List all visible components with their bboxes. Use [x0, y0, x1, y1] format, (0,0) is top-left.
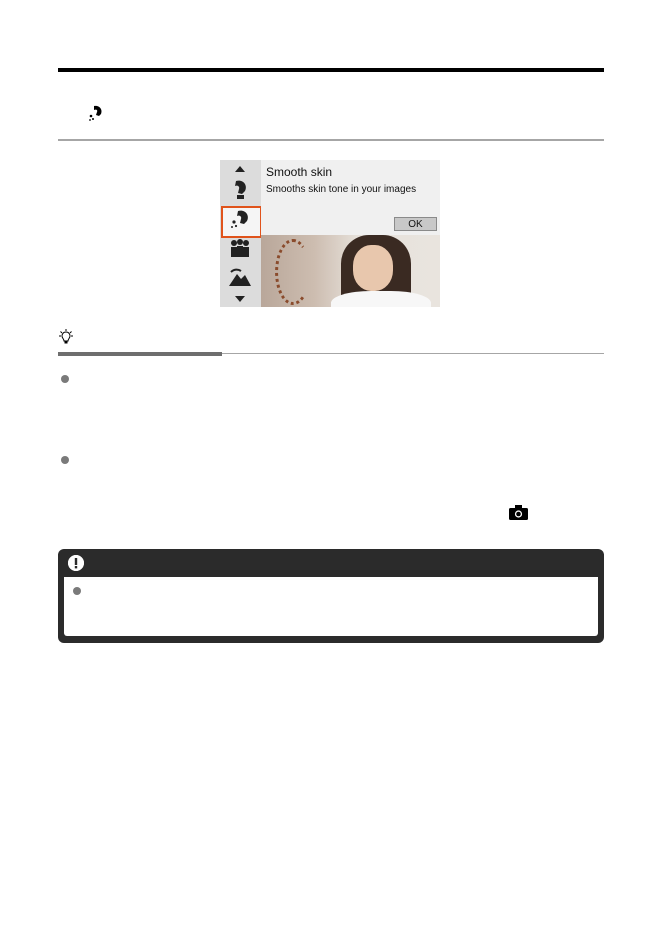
caution-box [58, 549, 604, 643]
bullet-dot [61, 456, 69, 464]
smooth-skin-icon [88, 104, 104, 122]
tip-rule-thin [222, 353, 604, 354]
camera-screen [220, 160, 440, 307]
section-rule [58, 139, 604, 141]
top-rule [58, 68, 604, 72]
smooth-skin-mode-icon[interactable] [228, 208, 252, 230]
scroll-up-arrow-icon[interactable] [235, 166, 245, 172]
mode-description: Smooths skin tone in your images [266, 184, 417, 195]
mode-sidebar [220, 160, 261, 307]
group-photo-icon[interactable] [228, 238, 252, 260]
ok-button[interactable]: OK [394, 217, 437, 231]
mode-info-panel [261, 160, 440, 235]
mode-title: Smooth skin [266, 165, 333, 179]
lightbulb-icon [58, 329, 74, 345]
portrait-icon[interactable] [228, 178, 252, 200]
landscape-icon[interactable] [228, 266, 252, 288]
photo-face [353, 245, 393, 291]
photo-vine [275, 239, 311, 305]
camera-icon [509, 505, 528, 520]
photo-shirt [331, 291, 431, 307]
tip-rule-thick [58, 352, 222, 356]
preview-photo [261, 235, 440, 307]
bullet-dot [73, 587, 81, 595]
exclamation-icon [68, 555, 84, 571]
scroll-down-arrow-icon[interactable] [235, 296, 245, 302]
bullet-dot [61, 375, 69, 383]
caution-content [64, 577, 598, 636]
